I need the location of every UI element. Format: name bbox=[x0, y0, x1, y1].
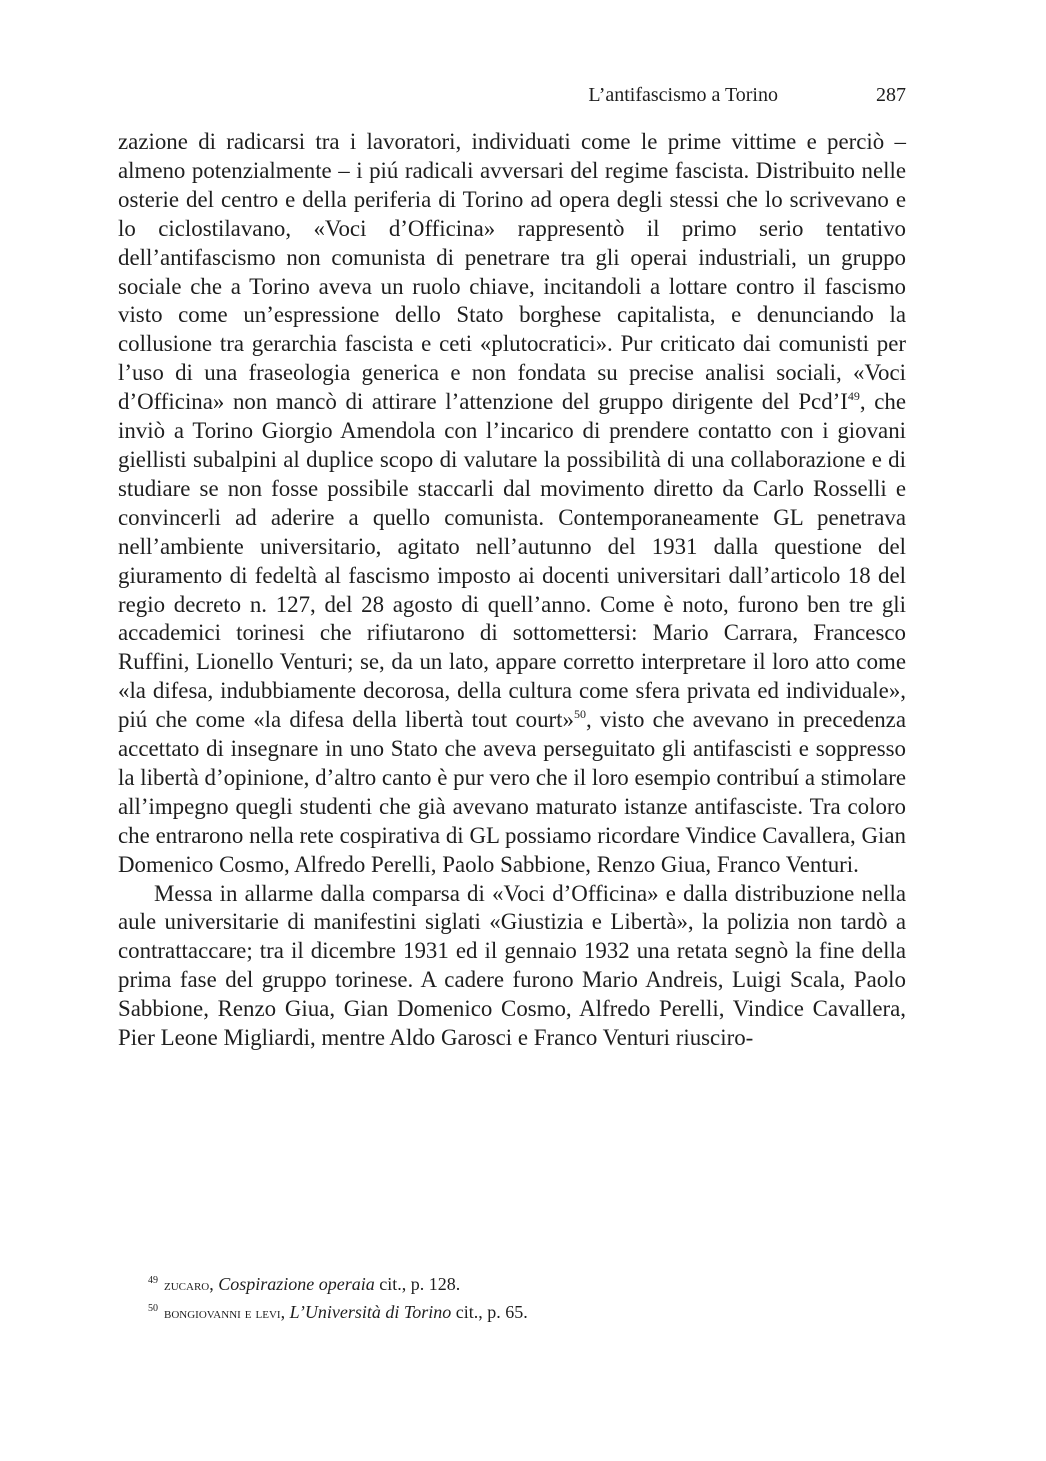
footnote-author: bongiovanni e levi bbox=[164, 1305, 281, 1322]
footnote: $^{49}$ zucaro, Cospirazione operaia cit., p. 128. bbox=[148, 1274, 461, 1294]
footnotes bbox=[118, 1271, 906, 1327]
paragraph-text: , che inviò a Torino Giorgio Amendola con l’incarico di prendere contatto con i giovani giellisti subalpini al duplice scopo di valutare la possibilità di una collaborazione e di studiare se non fosse possibile staccarli dal movimento diretto da Carlo Rosselli e convincerli ad aderire a quello comunista. Contemporaneamente GL penetrava nell’ambiente universitario, agitato nell’autunno del 1931 dalla questione del giuramento di fedeltà al fascismo imposto ai docenti universitari dall’articolo 18 del regio decreto n. 127, del 28 agosto di quell’anno. Come è noto, furono ben tre gli accademici torinesi che rifiutarono di sottomettersi: Mario Carrara, Francesco Ruffini, Lionello Venturi; se, da un lato, appare corretto interpretare il loro atto come «la difesa, indubbiamente decorosa, della cultura come sfera privata ed individuale», piú che come «la difesa della libertà tout court» bbox=[118, 389, 906, 733]
paragraph bbox=[118, 128, 906, 880]
footnote-citation: cit., p. 128. bbox=[374, 1274, 461, 1294]
page-number: 287 bbox=[876, 84, 906, 106]
running-title: L’antifascismo a Torino bbox=[588, 84, 778, 106]
footnote-number: 49 bbox=[148, 1275, 158, 1286]
footnote-title: L’Università di Torino bbox=[289, 1302, 452, 1322]
footnote-reference: 49 bbox=[847, 389, 860, 404]
footnote-reference: 50 bbox=[573, 707, 586, 722]
footnote-title: Cospirazione operaia bbox=[218, 1274, 375, 1294]
footnote-author: zucaro bbox=[164, 1277, 210, 1294]
footnote-number: 50 bbox=[148, 1303, 158, 1314]
paragraph bbox=[118, 880, 906, 1053]
footnote-citation: cit., p. 65. bbox=[451, 1302, 528, 1322]
paragraph-text: , visto che avevano in precedenza accettato di insegnare in uno Stato che aveva perseguitato gli antifascisti e soppresso la libertà d’opinione, d’altro canto è pur vero che il loro esempio contribuí a stimolare all’impegno quegli studenti che già avevano maturato istanze antifasciste. Tra coloro che entrarono nella rete cospirativa di GL possiamo ricordare Vindice Cavallera, Gian Domenico Cosmo, Alfredo Perelli, Paolo Sabbione, Renzo Giua, Franco Venturi. bbox=[118, 707, 907, 877]
body-text bbox=[118, 128, 906, 1053]
paragraph-text: Messa in allarme dalla comparsa di «Voci d’Officina» e dalla distribuzione nella aule universitarie di manifestini siglati «Giustizia e Libertà», la polizia non tardò a contrattaccare; tra il dicembre 1931 ed il gennaio 1932 una retata segnò la fine della prima fase del gruppo torinese. A cadere furono Mario Andreis, Luigi Scala, Paolo Sabbione, Renzo Giua, Gian Domenico Cosmo, Alfredo Perelli, Vindice Cavallera, Pier Leone Migliardi, mentre Aldo Garosci e Franco Venturi riusciro- bbox=[118, 880, 906, 1051]
running-head bbox=[118, 84, 906, 114]
footnote: $^{50}$ bongiovanni e levi, L’Università di Torino cit., p. 65. bbox=[148, 1302, 528, 1322]
paragraph-text: zazione di radicarsi tra i lavoratori, individuati come le prime vittime e perciò – almeno potenzialmente – i piú radicali avversari del regime fascista. Distribuito nelle osterie del centro e della periferia di Torino ad opera degli stessi che lo scrivevano e lo ciclostilavano, «Voci d’Officina» rappresentò il primo serio tentativo dell’antifascismo non comunista di penetrare tra gli operai industriali, un gruppo sociale che a Torino aveva un ruolo chiave, incitandoli a lottare contro il fascismo visto come un’espressione dello Stato borghese capitalista, e denunciando la collusione tra gerarchia fascista e ceti «plutocratici». Pur criticato dai comunisti per l’uso di una fraseologia generica e non fondata su precise analisi sociali, «Voci d’Officina» non mancò di attirare l’attenzione del gruppo dirigente del Pcd’I bbox=[118, 129, 906, 415]
